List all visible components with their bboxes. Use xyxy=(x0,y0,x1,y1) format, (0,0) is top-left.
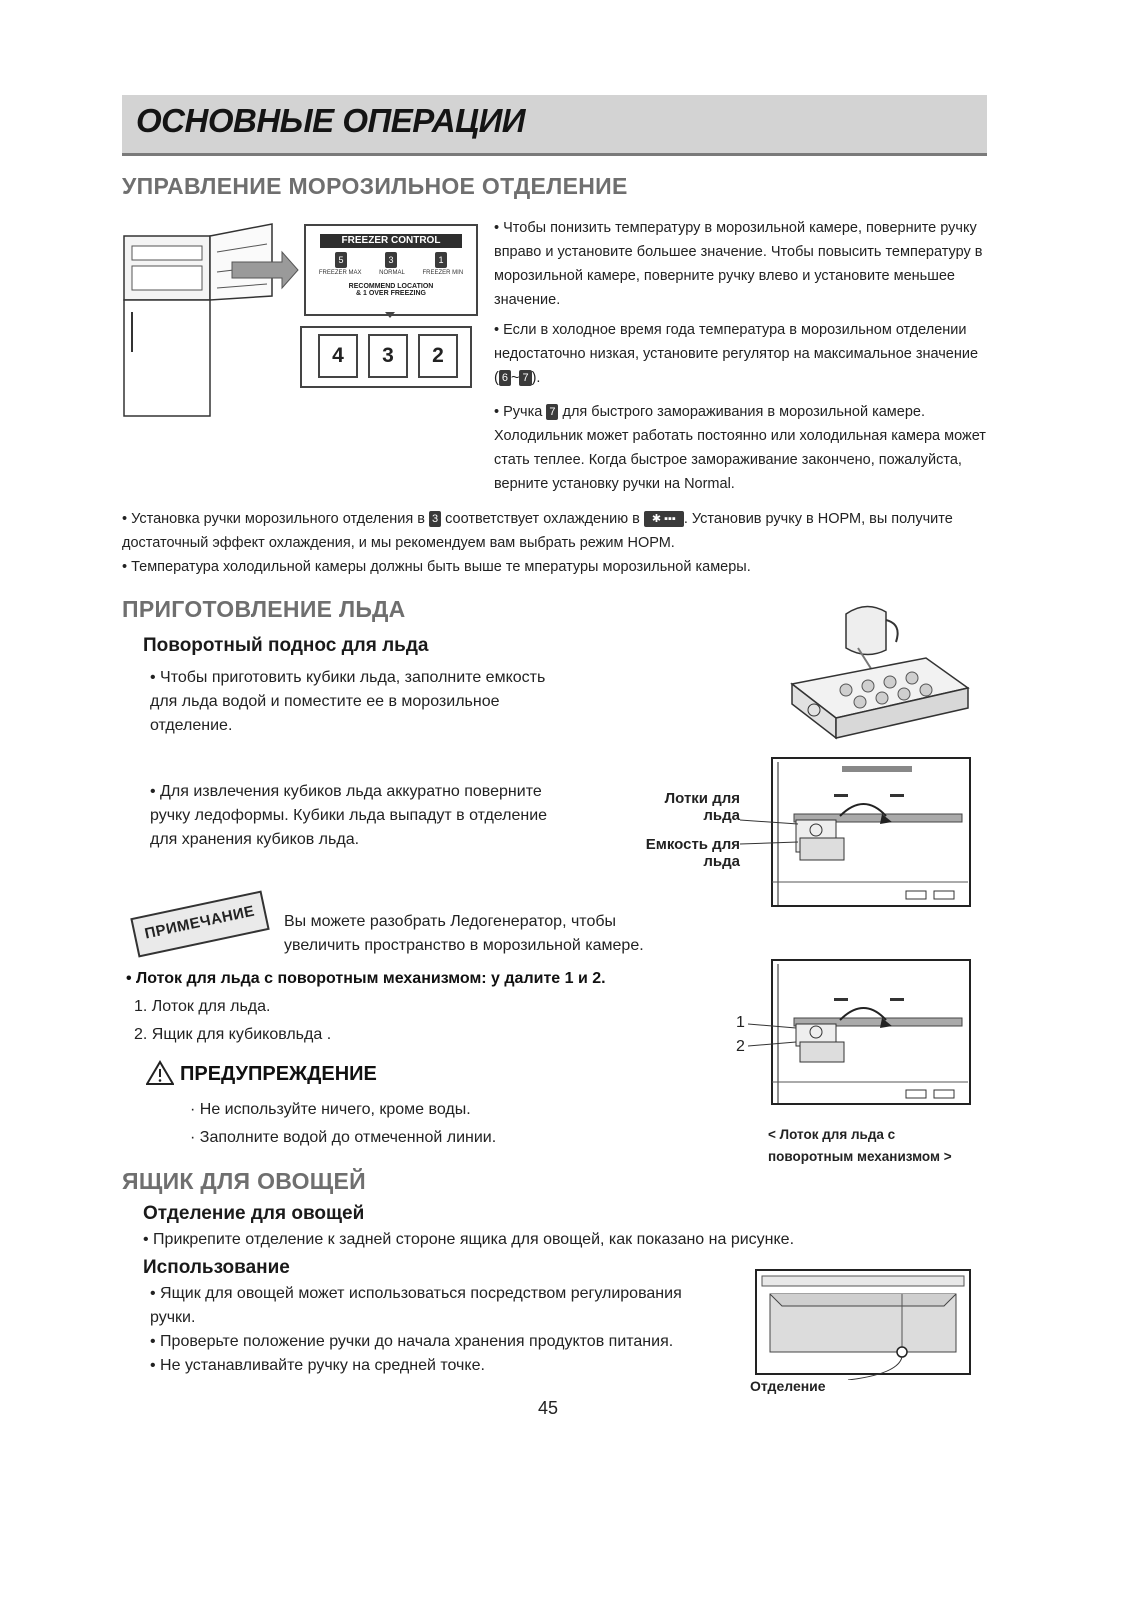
veg-bullet-1: • Ящик для овощей может использоваться посредством регулирования ручки. xyxy=(150,1282,720,1330)
freezer-wide-bullet-2 xyxy=(122,555,982,579)
setting-min-marker: 1 xyxy=(435,252,446,268)
figure-number-2: 2 xyxy=(736,1038,745,1055)
range-separator: ~ xyxy=(510,370,520,386)
label-ice-bin-line1: Емкость для xyxy=(645,836,740,853)
freezer-bullet-3-text: для быстрого замораживания в морозильной камере. Холодильник может работать постоянно или холодильная камера может стать теплее. Когда быстрое замораживание закончено, пожалуйста, верните установку ручки на Normal. xyxy=(494,404,986,492)
freezer-wide-bullet-1 xyxy=(122,507,982,555)
remove-heading-text: • Лоток для льда с поворотным механизмом: у далите 1 и 2. xyxy=(126,970,606,987)
dial-value-4: 4 xyxy=(318,334,358,378)
freezer-bullet-3-lead: • Ручка xyxy=(494,404,542,420)
ice-subheading: Поворотный поднос для льда xyxy=(143,635,429,656)
icemaker-figure-2 xyxy=(770,958,975,1108)
remove-heading xyxy=(126,970,606,988)
page-number: 45 xyxy=(538,1398,559,1418)
badge-6: 6 xyxy=(499,370,511,386)
note-text-line2: увеличить пространство в морозильной камере. xyxy=(284,937,644,954)
freezer-bullet-2-text: • Если в холодное время года температура в морозильном отделении недостаточно низкая, установите регулятор на максимальное значение ( xyxy=(494,322,978,386)
wide-bullet-1-tail: . Установив ручку в НОРМ, вы получите достаточный эффект охлаждения, и мы рекомендуем вам выбрать режим НОРМ. xyxy=(122,511,953,551)
warning-item-2-text: Заполните водой до отмеченной линии. xyxy=(199,1129,497,1146)
label-freezer-max: FREEZER MAX xyxy=(318,270,362,276)
freezer-dial xyxy=(300,326,472,388)
recommend-location-sub: & 1 OVER FREEZING xyxy=(355,290,426,297)
ice-bullet-2 xyxy=(150,780,550,852)
freezer-control-panel xyxy=(304,224,478,316)
freezer-bullet-1-text: • Чтобы понизить температуру в морозильной камере, поверните ручку вправо и установите большее значение. Чтобы повысить температуру в морозильной камере, поверните ручку влево и установите меньшее значение. xyxy=(494,220,982,308)
setting-normal-marker: 3 xyxy=(385,252,396,268)
normal-cooling-icon: ✱ ▪▪▪ xyxy=(644,511,684,527)
label-freezer-min: FREEZER MIN xyxy=(422,270,464,276)
label-ice-trays xyxy=(640,790,740,824)
veg-bullets xyxy=(150,1282,720,1378)
dial-value-3: 3 xyxy=(368,334,408,378)
remove-item-1: 1. Лоток для льда. xyxy=(134,998,271,1015)
warning-triangle-icon xyxy=(146,1060,174,1086)
veg-subheading-2: Использование xyxy=(143,1257,290,1278)
label-normal: NORMAL xyxy=(379,270,405,276)
wide-bullet-1-lead: • Установка ручки морозильного отделения в xyxy=(122,511,425,527)
veg-heading: ЯЩИК ДЛЯ ОВОЩЕЙ xyxy=(122,1168,367,1194)
figure-number-1: 1 xyxy=(736,1014,745,1031)
recommend-location: RECOMMEND LOCATION xyxy=(348,283,434,290)
veg-bullet-2: • Проверьте положение ручки до начала хранения продуктов питания. xyxy=(150,1330,720,1354)
note-text-line1: Вы можете разобрать Ледогенератор, чтобы xyxy=(284,913,617,930)
veg-subheading-1: Отделение для овощей xyxy=(143,1203,365,1224)
warning-item-2: · Заполните водой до отмеченной линии. xyxy=(190,1129,497,1146)
freezer-heading: УПРАВЛЕНИЕ МОРОЗИЛЬНОЕ ОТДЕЛЕНИЕ xyxy=(122,173,628,199)
note-text xyxy=(284,910,704,958)
figure-caption xyxy=(768,1124,952,1168)
fridge-open-illustration xyxy=(122,222,300,420)
badge-7-quick: 7 xyxy=(546,404,558,420)
label-ice-trays-line1: Лотки для xyxy=(664,790,740,807)
veg-sub1-bullet xyxy=(143,1228,983,1252)
ice-bullet-1-text: • Чтобы приготовить кубики льда, заполните емкость для льда водой и поместите ее в морозильное отделение. xyxy=(150,669,545,734)
label-ice-trays-line2: льда xyxy=(703,807,740,824)
page-title: ОСНОВНЫЕ ОПЕРАЦИИ xyxy=(136,102,526,139)
note-stamp: ПРИМЕЧАНИЕ xyxy=(130,891,269,958)
freezer-bullet-1 xyxy=(494,216,986,312)
veg-figure-label: Отделение xyxy=(750,1378,826,1394)
veg-bullet-3: • Не устанавливайте ручку на средней точке. xyxy=(150,1354,720,1378)
warning-item-1: · Не используйте ничего, кроме воды. xyxy=(190,1101,471,1118)
veg-sub1-bullet-text: • Прикрепите отделение к задней стороне ящика для овощей, как показано на рисунке. xyxy=(143,1231,794,1248)
figure-caption-line2: поворотным механизмом > xyxy=(768,1149,952,1164)
freezer-bullet-3 xyxy=(494,400,986,496)
vegetable-drawer-illustration xyxy=(752,1268,974,1380)
panel-pointer-icon xyxy=(385,312,395,318)
warning-title: ПРЕДУПРЕЖДЕНИЕ xyxy=(180,1063,377,1085)
badge-3: 3 xyxy=(429,511,441,527)
wide-bullet-1-mid: соответствует охлаждению в xyxy=(445,511,640,527)
ice-bullet-1 xyxy=(150,666,570,738)
figure-leader-lines xyxy=(748,1020,798,1050)
figure-caption-line1: < Лоток для льда с xyxy=(768,1127,896,1142)
freezer-bullet-2 xyxy=(494,318,986,390)
ice-heading: ПРИГОТОВЛЕНИЕ ЛЬДА xyxy=(122,596,406,622)
label-ice-bin-line2: льда xyxy=(703,853,740,870)
freezer-control-title: FREEZER CONTROL xyxy=(320,234,462,248)
dial-value-2: 2 xyxy=(418,334,458,378)
icemaker-figure-1 xyxy=(770,756,975,911)
ice-bullet-2-text: • Для извлечения кубиков льда аккуратно поверните ручку ледоформы. Кубики льда выпадут в отделение для хранения кубиков льда. xyxy=(150,783,547,848)
remove-item-2: 2. Ящик для кубиковльда . xyxy=(134,1026,332,1043)
label-ice-bin xyxy=(620,836,740,870)
setting-max-marker: 5 xyxy=(335,252,346,268)
range-end: ). xyxy=(531,370,541,386)
pitcher-tray-illustration xyxy=(786,598,972,748)
wide-bullet-2-text: • Температура холодильной камеры должны быть выше те мпературы морозильной камеры. xyxy=(122,559,751,575)
badge-7: 7 xyxy=(519,370,531,386)
label-leader-lines xyxy=(740,810,800,850)
warning-item-1-text: Не используйте ничего, кроме воды. xyxy=(199,1101,471,1118)
